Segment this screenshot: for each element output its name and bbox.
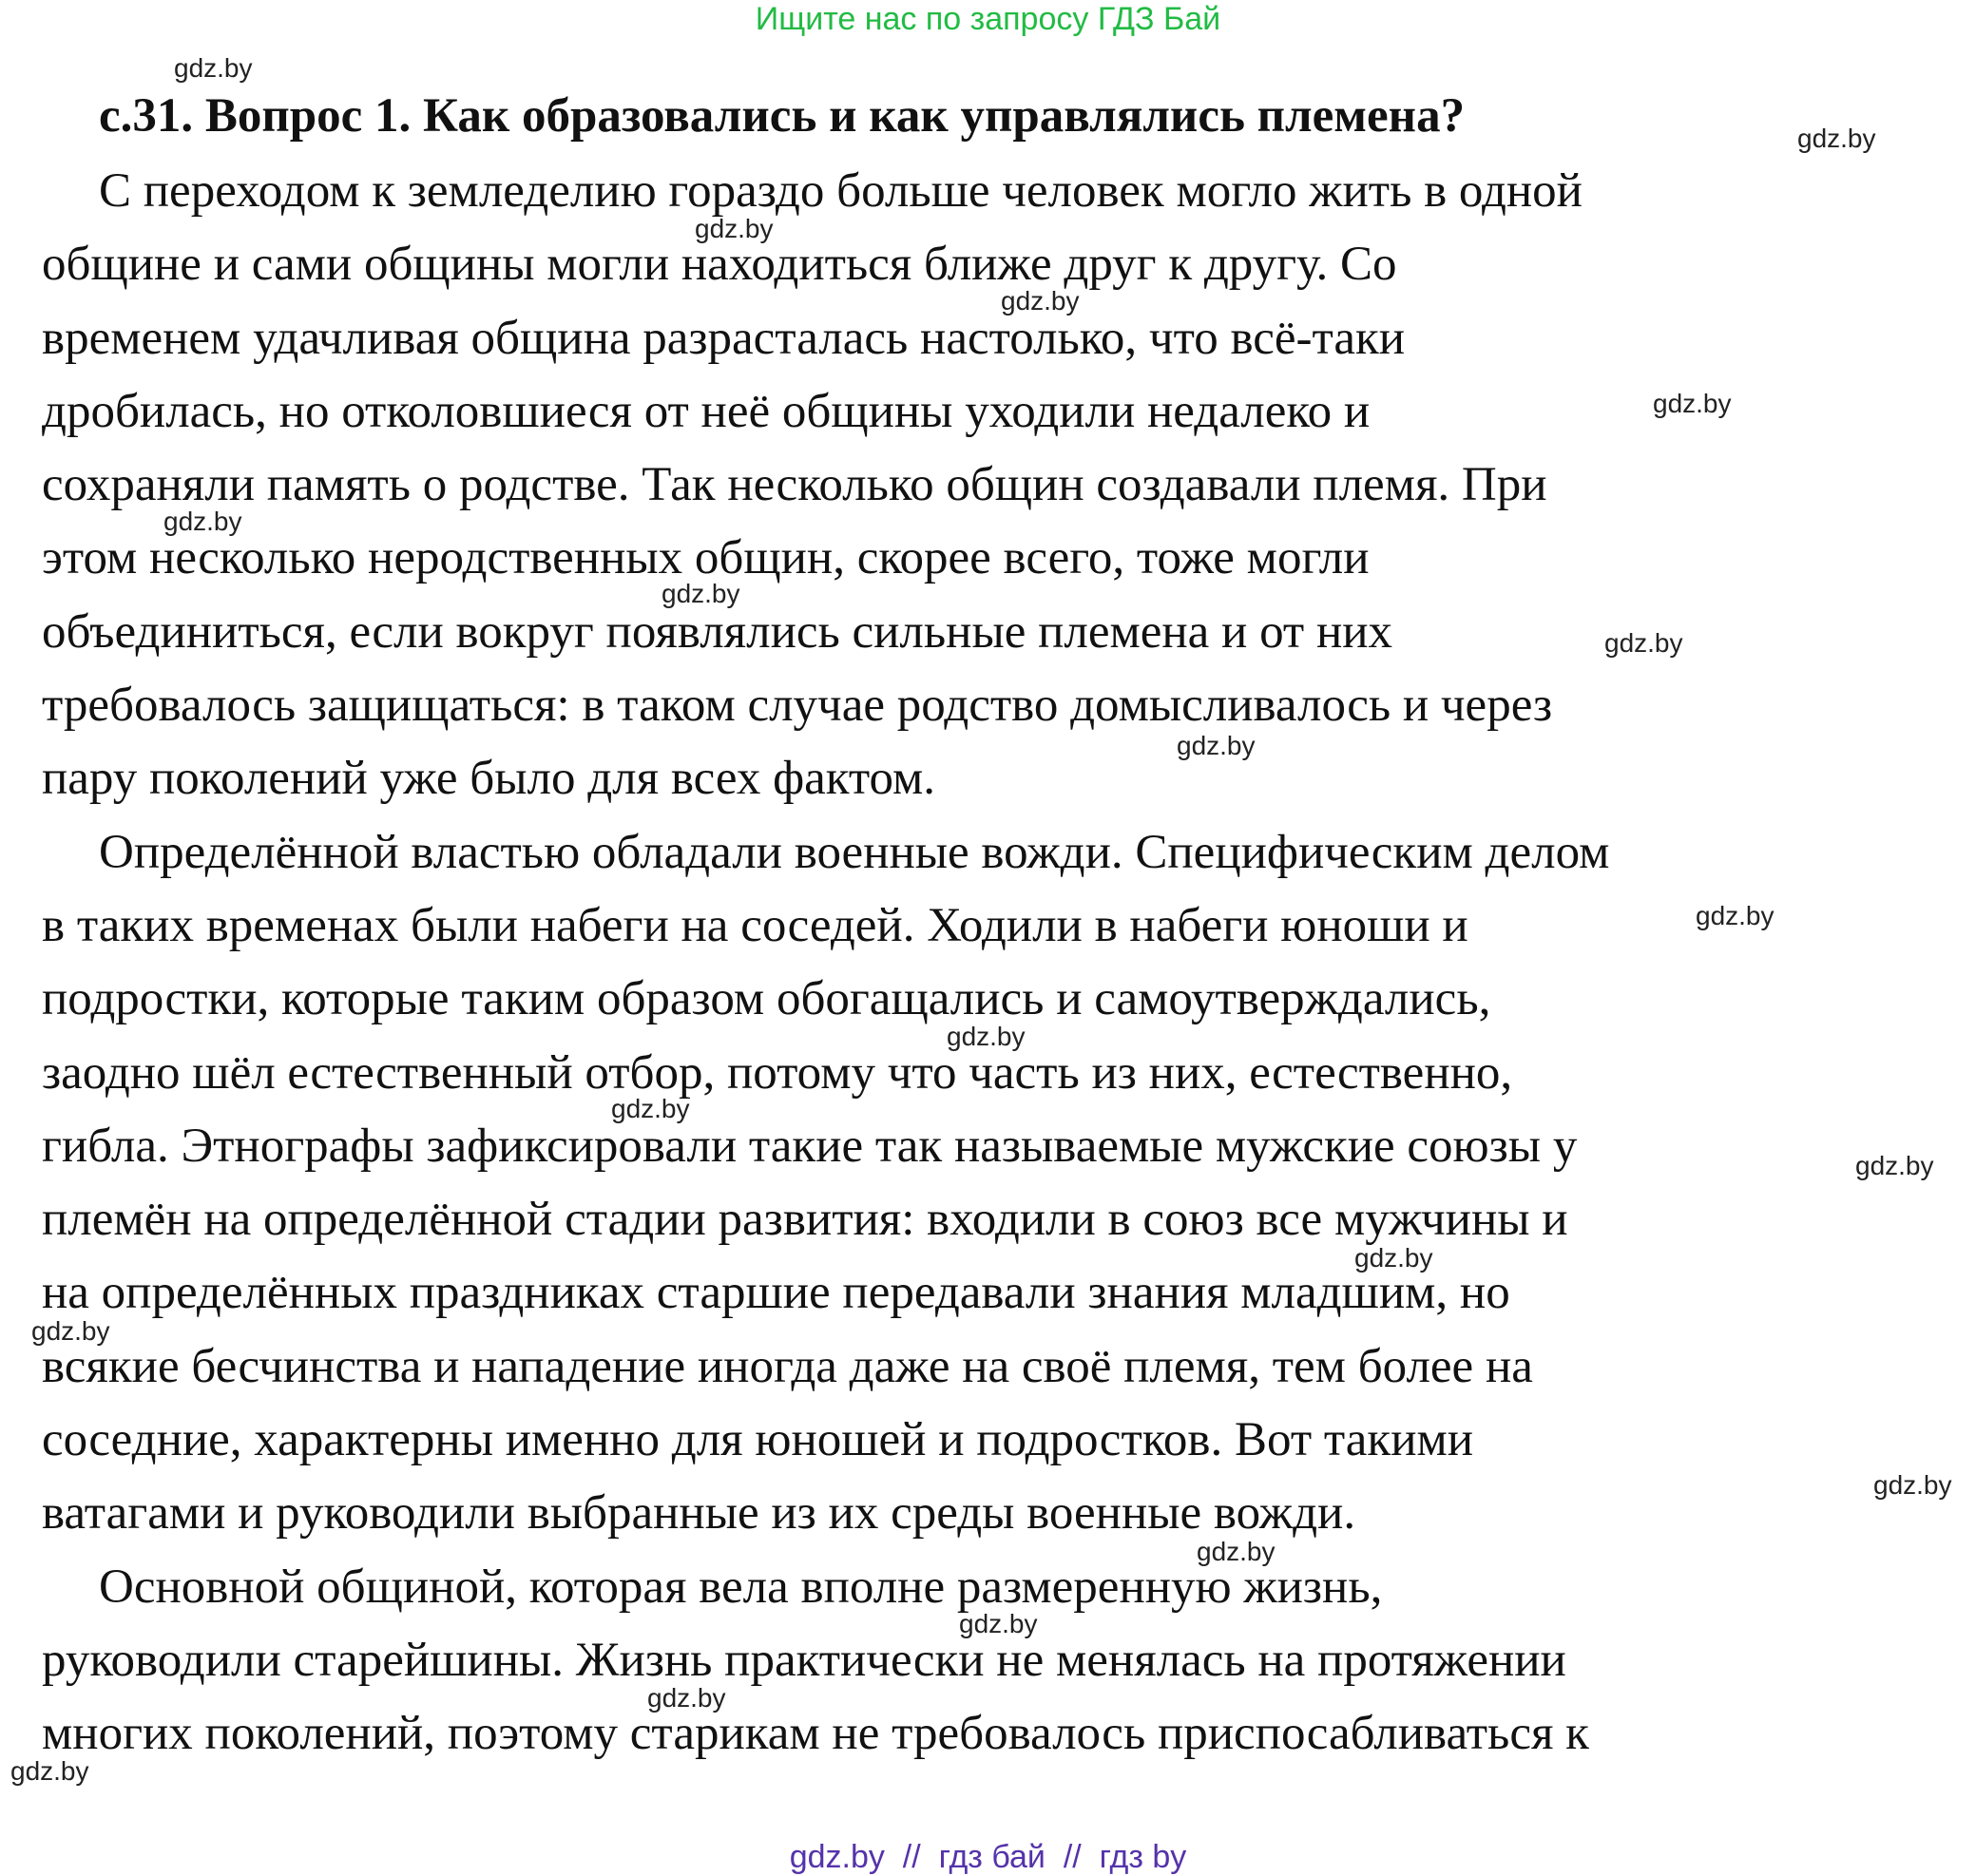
watermark: gdz.by — [662, 579, 740, 608]
text-line: С переходом к земледелию гораздо больше человек могло жить в одной — [99, 164, 1583, 218]
question-heading: с.31. Вопрос 1. Как образовались и как управлялись племена? — [99, 89, 1466, 143]
text-line: дробилась, но отколовшиеся от неё общины уходили недалеко и — [42, 384, 1371, 438]
watermark: gdz.by — [1696, 901, 1775, 930]
text-line: этом несколько неродственных общин, скорее всего, тоже могли — [42, 531, 1370, 585]
text-line: ватагами и руководили выбранные из их среды военные вожди. — [42, 1486, 1356, 1541]
watermark: gdz.by — [1653, 389, 1732, 418]
watermark: gdz.by — [163, 507, 242, 536]
text-line: Определённой властью обладали военные вожди. Специфическим делом — [99, 825, 1610, 879]
text-line: руководили старейшины. Жизнь практически не менялась на протяжении — [42, 1633, 1566, 1687]
watermark: gdz.by — [695, 214, 774, 243]
watermark: gdz.by — [1177, 731, 1256, 760]
watermark: gdz.by — [10, 1756, 89, 1786]
watermark: gdz.by — [611, 1094, 690, 1123]
watermark: gdz.by — [959, 1609, 1038, 1638]
text-line: племён на определённой стадии развития: входили в союз все мужчины и — [42, 1193, 1568, 1247]
text-line: заодно шёл естественный отбор, потому что часть из них, естественно, — [42, 1045, 1513, 1100]
watermark: gdz.by — [947, 1022, 1026, 1051]
text-line: в таких временах были набеги на соседей. Ходили в набеги юноши и — [42, 898, 1468, 952]
top-banner: Ищите нас по запросу ГДЗ Бай — [755, 1, 1221, 37]
watermark: gdz.by — [1001, 286, 1080, 316]
watermark: gdz.by — [1797, 124, 1876, 153]
text-line: на определённых праздниках старшие передавали знания младшим, но — [42, 1266, 1510, 1320]
watermark: gdz.by — [1855, 1151, 1934, 1180]
text-line: подростки, которые таким образом обогащались и самоутверждались, — [42, 972, 1491, 1026]
watermark: gdz.by — [1873, 1470, 1952, 1500]
text-line: гибла. Этнографы зафиксировали такие так называемые мужские союзы у — [42, 1119, 1578, 1173]
watermark: gdz.by — [647, 1683, 726, 1713]
watermark: gdz.by — [174, 53, 253, 83]
watermark: gdz.by — [1197, 1537, 1276, 1566]
text-line: многих поколений, поэтому старикам не требовалось приспосабливаться к — [42, 1707, 1589, 1761]
text-line: соседние, характерны именно для юношей и подростков. Вот такими — [42, 1413, 1474, 1467]
text-line: Основной общиной, которая вела вполне размеренную жизнь, — [99, 1560, 1383, 1614]
text-line: всякие бесчинства и нападение иногда даже на своё племя, тем более на — [42, 1339, 1533, 1393]
text-line: объединиться, если вокруг появлялись сильные племена и от них — [42, 604, 1393, 659]
watermark: gdz.by — [1604, 628, 1683, 658]
watermark: gdz.by — [31, 1316, 110, 1346]
text-line: временем удачливая община разрасталась настолько, что всё-таки — [42, 311, 1406, 365]
text-line: общине и сами общины могли находиться ближе друг к другу. Со — [42, 238, 1397, 292]
watermark: gdz.by — [1354, 1243, 1433, 1273]
text-line: требовалось защищаться: в таком случае родство домысливалось и через — [42, 679, 1553, 733]
text-line: сохраняли память о родстве. Так несколько общин создавали племя. При — [42, 458, 1547, 512]
text-line: пару поколений уже было для всех фактом. — [42, 752, 936, 806]
footer-links: gdz.by // гдз бай // гдз by — [789, 1839, 1187, 1875]
